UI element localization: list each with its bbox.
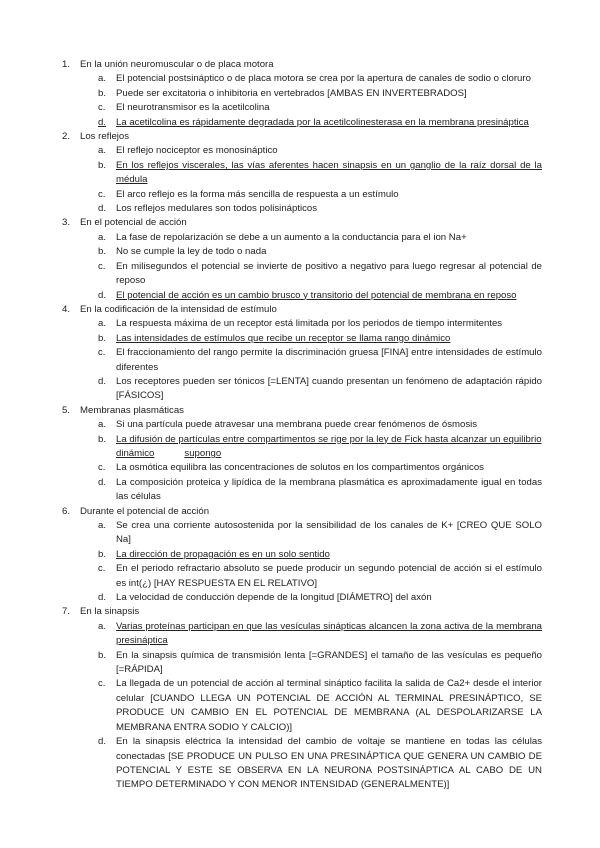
option-text: En milisegundos el potencial se invierte de positivo a negativo para luego regresar al potencial de reposo	[116, 260, 542, 287]
option-text: Las intensidades de estímulos que recibe un receptor se llama rango dinámico	[116, 332, 451, 344]
option-text: El potencial postsináptico o de placa motora se crea por la apertura de canales de sodio o cloruro	[116, 73, 531, 85]
option-letter: a.	[98, 318, 107, 330]
option-letter: b.	[98, 548, 107, 560]
option-text: El neurotransmisor es la acetilcolina	[116, 102, 270, 114]
option-b-answer	[80, 159, 542, 188]
option-letter: c.	[98, 678, 106, 690]
handwritten-note: supongo	[184, 447, 222, 459]
option-letter: b.	[98, 649, 107, 661]
question-title: Los reflejos	[80, 131, 130, 143]
option-list	[80, 72, 600, 130]
question-6	[0, 505, 600, 606]
question-5	[0, 404, 600, 505]
option-text: En los reflejos viscerales, las vías aferentes hacen sinapsis en un ganglio de la raíz dorsal de la médula	[116, 159, 542, 186]
document-page	[0, 58, 600, 793]
option-list	[80, 519, 600, 605]
option-a	[80, 231, 542, 245]
option-letter: a.	[98, 620, 107, 632]
option-letter: a.	[98, 419, 107, 431]
question-4	[0, 303, 600, 404]
option-text: La acetilcolina es rápidamente degradada por la acetilcolinesterasa en la membrana presináptica	[116, 116, 529, 128]
option-list	[80, 231, 600, 303]
option-list	[80, 418, 600, 504]
option-c	[80, 562, 542, 591]
option-text: La respuesta máxima de un receptor está limitada por los periodos de tiempo intermitentes	[116, 318, 503, 330]
option-b-answer	[80, 433, 542, 462]
option-list	[80, 317, 600, 403]
option-letter: c.	[98, 347, 106, 359]
option-a-answer	[80, 620, 542, 649]
option-letter: b.	[98, 246, 107, 258]
option-a	[80, 144, 542, 158]
option-letter: b.	[98, 332, 107, 344]
option-letter: a.	[98, 520, 107, 531]
option-d	[80, 476, 542, 505]
option-letter: c.	[98, 102, 106, 114]
question-number: 3.	[62, 217, 71, 229]
question-title: En el potencial de acción	[80, 217, 187, 229]
option-letter: b.	[98, 433, 107, 445]
option-letter: c.	[98, 260, 106, 272]
option-text: La composición proteica y lipídica de la membrana plasmática es aproximadamente igual en todas las células	[116, 476, 542, 503]
question-number: 6.	[62, 505, 71, 517]
option-c	[80, 677, 542, 735]
option-text: El fraccionamiento del rango permite la discriminación gruesa [FINA] entre intensidades de estímulo diferentes	[116, 347, 542, 373]
option-text: En la sinapsis eléctrica la intensidad del cambio de voltaje se mantiene en todas las células conectadas [SE PRODUCE UN PULSO EN UNA PRESINÁPTICA QUE GENERA UN CAMBIO DE POTENCIAL Y ESTE SE OBSERVA EN LA NEURONA POSTSINÁPTICA AL CABO DE UN TIEMPO DETERMINADO Y CON MENOR INTENSIDAD (GENERALMENTE)]	[116, 736, 542, 791]
question-3	[0, 216, 600, 302]
question-number: 1.	[62, 59, 71, 70]
option-letter: c.	[98, 563, 106, 575]
option-a	[80, 72, 542, 86]
question-title: En la unión neuromuscular o de placa motora	[80, 59, 274, 70]
option-letter: d.	[98, 592, 107, 604]
option-b	[80, 87, 542, 101]
option-text: El potencial de acción es un cambio brusco y transitorio del potencial de membrana en reposo	[116, 289, 517, 301]
option-a	[80, 317, 542, 331]
option-letter: d.	[98, 116, 107, 128]
question-number: 7.	[62, 606, 71, 618]
option-c	[80, 188, 542, 202]
question-title: Membranas plasmáticas	[80, 404, 184, 416]
option-letter: d.	[98, 476, 107, 488]
option-text: El arco reflejo es la forma más sencilla de respuesta a un estímulo	[116, 188, 399, 200]
option-text: La osmótica equilibra las concentraciones de solutos en los compartimentos orgánicos	[116, 462, 484, 474]
option-text: Puede ser excitatoria o inhibitoria en vertebrados [AMBAS EN INVERTEBRADOS]	[116, 87, 467, 99]
option-text: La fase de repolarización se debe a un aumento a la conductancia para el ion Na+	[116, 231, 467, 243]
option-d	[80, 591, 542, 605]
option-text: La dirección de propagación es en un solo sentido	[116, 548, 330, 560]
option-text: Se crea una corriente autosostenida por la sensibilidad de los canales de K+ [CREO QUE SOLO Na]	[116, 520, 542, 546]
option-d-answer	[80, 289, 542, 303]
option-letter: c.	[98, 462, 106, 474]
option-d-answer	[80, 116, 542, 130]
option-b-answer	[80, 548, 542, 562]
option-a	[80, 519, 542, 548]
question-number: 4.	[62, 303, 71, 315]
question-title: Durante el potencial de acción	[80, 505, 210, 517]
option-letter: d.	[98, 289, 107, 301]
question-list	[0, 58, 600, 793]
option-c	[80, 101, 542, 115]
question-7	[0, 605, 600, 792]
option-c	[80, 260, 542, 289]
option-text: La velocidad de conducción depende de la longitud [DIÁMETRO] del axón	[116, 592, 432, 604]
question-1	[0, 58, 600, 130]
option-list	[80, 144, 600, 216]
question-number: 2.	[62, 131, 71, 143]
option-d	[80, 202, 542, 216]
option-text: Varias proteínas participan en que las vesículas sinápticas alcancen la zona activa de la membrana presináptica	[116, 620, 542, 647]
option-text: Los receptores pueden ser tónicos [=LENTA] cuando presentan un fenómeno de adaptación rápido [FÁSICOS]	[116, 375, 542, 402]
option-b	[80, 649, 542, 678]
question-title: En la codificación de la intensidad de estímulo	[80, 303, 277, 315]
option-letter: b.	[98, 159, 107, 171]
option-letter: c.	[98, 188, 106, 200]
option-c	[80, 461, 542, 475]
option-letter: a.	[98, 73, 107, 85]
option-letter: b.	[98, 87, 107, 99]
option-letter: a.	[98, 231, 107, 243]
option-letter: a.	[98, 145, 107, 157]
option-b-answer	[80, 332, 542, 346]
option-a	[80, 418, 542, 432]
option-d	[80, 375, 542, 404]
option-letter: d.	[98, 203, 107, 215]
option-text: No se cumple la ley de todo o nada	[116, 246, 267, 258]
option-text: La llegada de un potencial de acción al terminal sináptico facilita la salida de Ca2+ desde el interior celular [CUANDO LLEGA UN POTENCIAL DE ACCIÓN AL TERMINAL PRESINÁPTICO, SE PRODUCE UN CAMBIO EN EL POTENCIAL DE MEMBRANA (AL DESPOLARIZARSE LA MEMBRANA ENTRA SODIO Y CALCIO)]	[116, 678, 542, 733]
option-text: Los reflejos medulares son todos polisinápticos	[116, 203, 318, 215]
question-title: En la sinapsis	[80, 606, 140, 618]
option-letter: d.	[98, 375, 107, 387]
option-b	[80, 245, 542, 259]
question-2	[0, 130, 600, 216]
option-d	[80, 735, 542, 793]
option-c	[80, 346, 542, 375]
option-text: En la sinapsis química de transmisión lenta [=GRANDES] el tamaño de las vesículas es pequeño [=RÁPIDA]	[116, 649, 542, 676]
option-text: El reflejo nociceptor es monosináptico	[116, 145, 278, 157]
option-text: Si una partícula puede atravesar una membrana puede crear fenómenos de ósmosis	[116, 419, 478, 431]
option-text: La difusión de partículas entre compartimentos se rige por la ley de Fick hasta alcanzar un equilibrio dinámico	[116, 433, 542, 459]
option-text: En el periodo refractario absoluto se puede producir un segundo potencial de acción si el estímulo es int(¿) [HAY RESPUESTA EN EL RELATIVO]	[116, 563, 542, 589]
option-list	[80, 620, 600, 793]
option-letter: d.	[98, 736, 107, 748]
question-number: 5.	[62, 404, 71, 416]
